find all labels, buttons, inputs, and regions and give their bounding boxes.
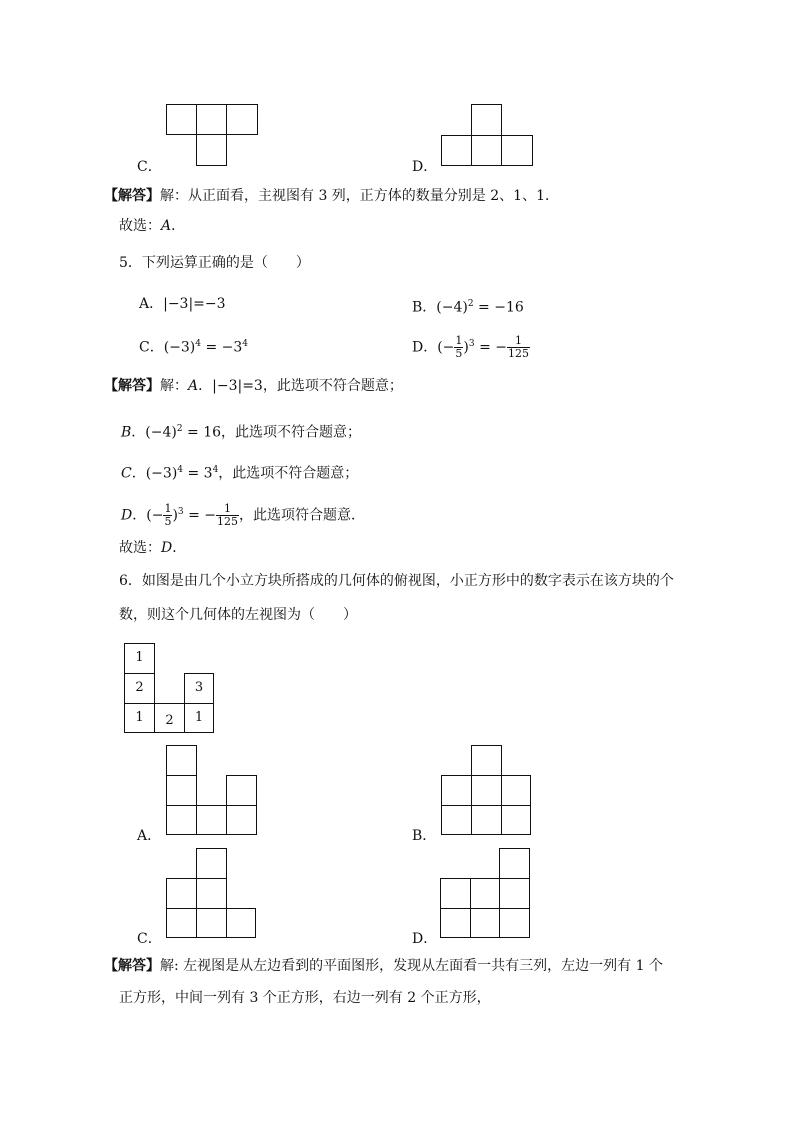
- square: [501, 775, 531, 806]
- conclusion-choice: D: [161, 540, 173, 556]
- square: [196, 134, 227, 166]
- denominator: 125: [508, 347, 529, 361]
- q6-answer-line1: [104, 956, 663, 976]
- grid-cell: [184, 673, 214, 704]
- q4-conclusion: [119, 216, 185, 236]
- grid-cell: [154, 703, 185, 733]
- exponent: 4: [212, 465, 219, 475]
- square: [440, 878, 471, 909]
- option-letter: C: [121, 465, 132, 482]
- numerator: 1: [216, 503, 239, 516]
- square: [166, 805, 197, 835]
- q5-answer-a: [104, 376, 403, 396]
- grid-cell: [124, 703, 155, 733]
- square: [166, 104, 197, 135]
- square: [471, 775, 502, 806]
- square: [471, 745, 502, 776]
- exponent: 2: [467, 299, 474, 309]
- expr: ．(−3): [131, 465, 178, 482]
- exponent: 4: [177, 465, 184, 475]
- cell-number: 1: [194, 710, 204, 725]
- cell-number: 1: [135, 650, 144, 665]
- expr: D．(−: [412, 339, 455, 356]
- q5-answer-c: [121, 460, 358, 484]
- expr: = 3: [183, 465, 213, 482]
- numerator: 1: [455, 334, 463, 348]
- expr: ．(−4): [131, 424, 177, 441]
- square: [471, 104, 502, 136]
- expr: ．(−: [132, 507, 164, 524]
- grid-cell: [124, 673, 155, 704]
- grid-cell: [184, 703, 214, 733]
- conclusion-suffix: ．: [172, 540, 187, 556]
- q5-option-d: [412, 328, 530, 364]
- square: [166, 775, 197, 806]
- square: [166, 908, 197, 938]
- denominator: 5: [455, 347, 463, 361]
- q6-option-c-label: C．: [137, 931, 162, 947]
- exponent: 4: [195, 339, 202, 349]
- answer-text: = 16，此选项不符合题意；: [182, 424, 362, 441]
- exponent: 4: [242, 339, 249, 349]
- expr: = −16: [473, 299, 524, 316]
- square: [196, 848, 227, 879]
- option-letter: A: [188, 378, 199, 394]
- exponent: 2: [176, 424, 183, 434]
- numerator: 1: [164, 502, 172, 516]
- answer-text: 解：: [160, 378, 188, 394]
- square: [440, 908, 471, 938]
- expr: = −: [474, 339, 507, 356]
- q5-option-a: A．|−3|=−3: [139, 296, 226, 312]
- square: [470, 878, 500, 909]
- exponent: 3: [468, 339, 475, 349]
- square: [499, 908, 530, 938]
- square: [226, 908, 256, 938]
- cell-number: 2: [165, 713, 174, 728]
- conclusion-suffix: ．: [171, 218, 186, 234]
- expr: ): [172, 507, 178, 524]
- q4-option-c-label: C．: [137, 159, 162, 175]
- square: [501, 805, 531, 835]
- square: [196, 878, 227, 909]
- answer-tag: 【解答】: [104, 958, 160, 974]
- q4-answer-line: [104, 186, 559, 206]
- option-letter: D: [121, 507, 133, 524]
- q6-option-a-label: A．: [137, 828, 162, 844]
- q6-option-d-label: D．: [412, 931, 438, 947]
- square: [471, 135, 502, 166]
- square: [226, 104, 258, 135]
- q6-stem-line1: 6．如图是由几个小立方块所搭成的几何体的俯视图，小正方形中的数字表示在该方块的个: [119, 573, 674, 589]
- square: [441, 775, 472, 806]
- square: [470, 908, 500, 938]
- q5-conclusion: [119, 538, 186, 558]
- expr: B．(−4): [412, 299, 468, 316]
- square: [196, 805, 227, 835]
- q6-answer-line2: 正方形，中间一列有 3 个正方形，右边一列有 2 个正方形，: [119, 990, 491, 1006]
- square: [196, 908, 227, 938]
- answer-text: 解: 左视图是从左边看到的平面图形，发现从左面看一共有三列，左边一列有 1 个: [160, 958, 663, 974]
- denominator: 5: [164, 515, 172, 529]
- cell-number: 1: [135, 710, 144, 725]
- conclusion-choice: A: [161, 218, 172, 234]
- grid-cell: [124, 643, 155, 674]
- exponent: 3: [177, 507, 184, 517]
- square: [226, 775, 257, 806]
- square: [471, 805, 502, 835]
- answer-text: ，此选项不符合题意；: [218, 465, 359, 482]
- expr: = −: [183, 507, 217, 524]
- q5-stem: 5．下列运算正确的是（ ）: [119, 255, 310, 271]
- numerator: 1: [507, 335, 530, 348]
- q5-option-b: [412, 294, 524, 318]
- conclusion-prefix: 故选：: [119, 218, 161, 234]
- option-letter: B: [121, 424, 132, 441]
- answer-tag: 【解答】: [104, 378, 160, 394]
- square: [501, 135, 533, 166]
- square: [441, 135, 472, 166]
- fraction: [216, 503, 239, 528]
- expr: = −3: [201, 339, 243, 356]
- q5-answer-d: [121, 496, 365, 532]
- expr: C．(−3): [139, 339, 196, 356]
- q5-option-c: [139, 334, 248, 358]
- square: [441, 805, 472, 835]
- answer-tag: 【解答】: [104, 188, 160, 204]
- fraction: [507, 335, 530, 360]
- cell-number: 3: [194, 680, 204, 695]
- q4-option-d-label: D．: [412, 159, 438, 175]
- square: [499, 848, 530, 879]
- answer-text: ．|−3|=3，此选项不符合题意；: [198, 378, 403, 394]
- denominator: 125: [217, 515, 239, 529]
- conclusion-prefix: 故选：: [119, 540, 161, 556]
- cell-number: 2: [135, 680, 144, 695]
- q6-stem-line2: 数，则这个几何体的左视图为（ ）: [119, 607, 357, 623]
- q5-answer-b: [121, 419, 361, 443]
- answer-text: 解：从正面看，主视图有 3 列，正方体的数量分别是 2、1、1．: [160, 188, 559, 204]
- q6-option-b-label: B．: [412, 828, 437, 844]
- square: [196, 104, 227, 135]
- expr: ): [463, 339, 469, 356]
- square: [499, 878, 530, 909]
- answer-text: ，此选项符合题意．: [239, 507, 366, 524]
- square: [226, 805, 257, 835]
- square: [166, 745, 197, 776]
- square: [166, 878, 197, 909]
